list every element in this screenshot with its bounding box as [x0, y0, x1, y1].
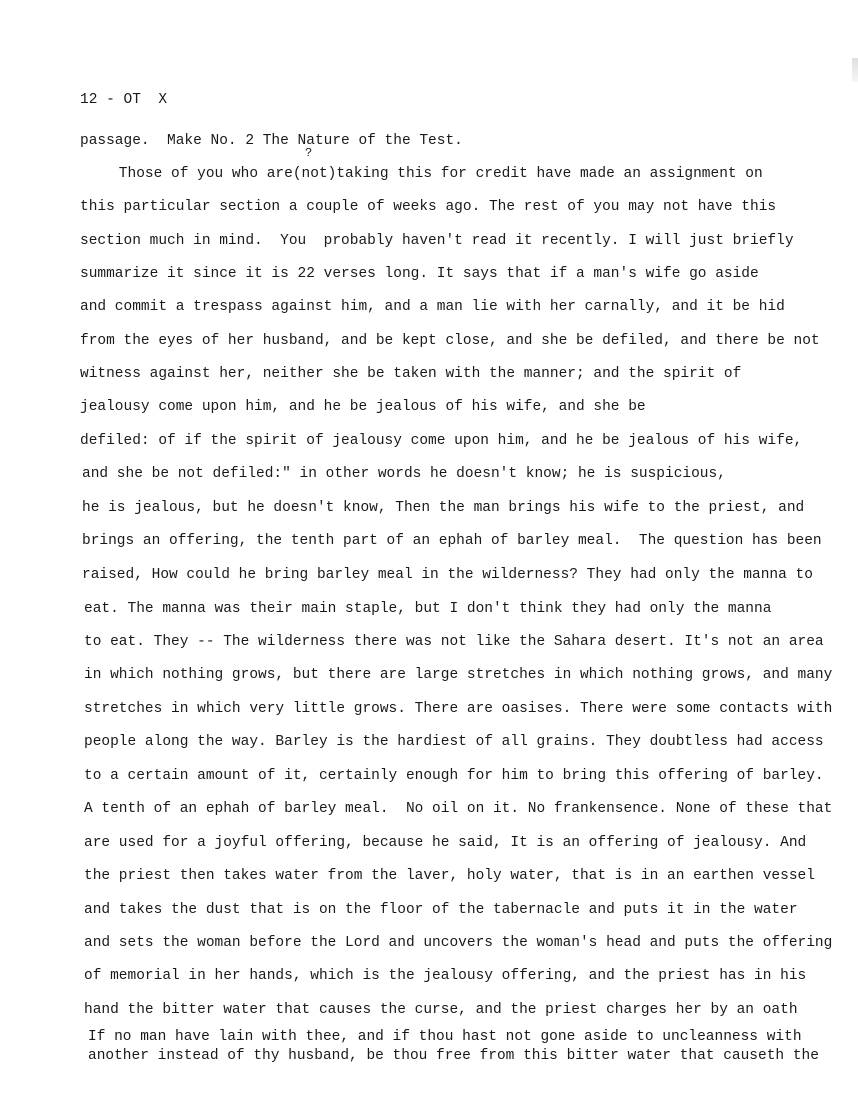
text-line: section much in mind. You probably haven't read it recently. I will just briefly — [80, 233, 794, 249]
text-line: this particular section a couple of weeks ago. The rest of you may not have this — [80, 199, 777, 215]
text-line: and commit a trespass against him, and a man lie with her carnally, and it be hid — [80, 299, 785, 315]
text-line: stretches in which very little grows. There are oasises. There were some contacts with — [84, 701, 833, 717]
text-line: and takes the dust that is on the floor of the tabernacle and puts it in the water — [84, 902, 798, 918]
text-line: to a certain amount of it, certainly enough for him to bring this offering of barley. — [84, 768, 824, 784]
text-line: in which nothing grows, but there are large stretches in which nothing grows, and many — [84, 667, 833, 683]
text-line: raised, How could he bring barley meal in the wilderness? They had only the manna to — [82, 567, 813, 583]
text-line: from the eyes of her husband, and be kept close, and she be defiled, and there be not — [80, 333, 820, 349]
text-line: jealousy come upon him, and he be jealous of his wife, and she be — [80, 399, 646, 415]
text-line: of memorial in her hands, which is the jealousy offering, and the priest has in his — [84, 968, 807, 984]
scan-edge-mark — [852, 58, 858, 82]
handwritten-question-mark: ? — [305, 146, 313, 160]
text-line: If no man have lain with thee, and if thou hast not gone aside to uncleanness with — [88, 1029, 802, 1045]
page-header: 12 - OT X — [80, 92, 168, 108]
text-line: are used for a joyful offering, because he said, It is an offering of jealousy. And — [84, 835, 807, 851]
text-line: hand the bitter water that causes the curse, and the priest charges her by an oath — [84, 1002, 798, 1018]
text-line: to eat. They -- The wilderness there was not like the Sahara desert. It's not an area — [84, 634, 824, 650]
text-line: the priest then takes water from the laver, holy water, that is in an earthen vessel — [84, 868, 815, 884]
text-line: A tenth of an ephah of barley meal. No oil on it. No frankensence. None of these that — [84, 801, 833, 817]
text-line: passage. Make No. 2 The Nature of the Test. — [80, 133, 463, 149]
text-line: eat. The manna was their main staple, but I don't think they had only the manna — [84, 601, 772, 617]
text-line: brings an offering, the tenth part of an ephah of barley meal. The question has been — [82, 533, 822, 549]
text-line: people along the way. Barley is the hardiest of all grains. They doubtless had access — [84, 734, 824, 750]
text-line: another instead of thy husband, be thou free from this bitter water that causeth the — [88, 1048, 819, 1064]
text-line: summarize it since it is 22 verses long. It says that if a man's wife go aside — [80, 266, 759, 282]
text-line: and she be not defiled:" in other words he doesn't know; he is suspicious, — [82, 466, 726, 482]
text-line: and sets the woman before the Lord and uncovers the woman's head and puts the offering — [84, 935, 833, 951]
text-line: he is jealous, but he doesn't know, Then the man brings his wife to the priest, and — [82, 500, 805, 516]
text-line: witness against her, neither she be taken with the manner; and the spirit of — [80, 366, 742, 382]
text-line: Those of you who are(not)taking this for credit have made an assignment on — [84, 166, 763, 182]
text-line: defiled: of if the spirit of jealousy come upon him, and he be jealous of his wife, — [80, 433, 803, 449]
